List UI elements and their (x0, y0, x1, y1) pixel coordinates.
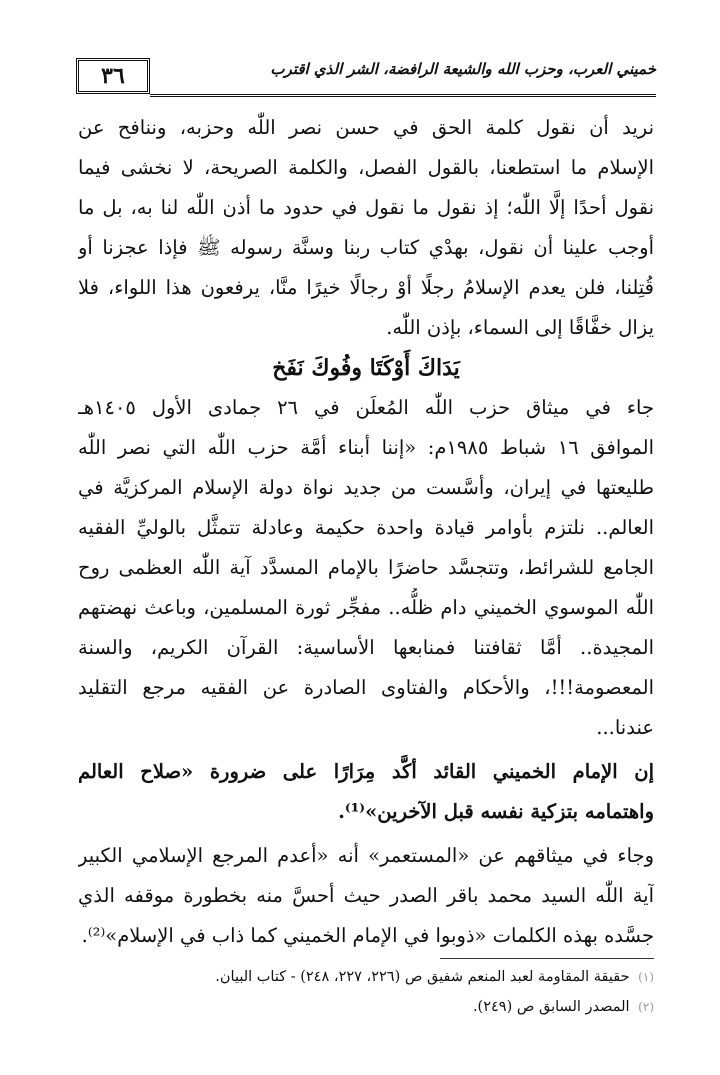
text-line: العالم.. نلتزم بأوامر قيادة واحدة حكيمة وعادلة تتمثَّل بالوليِّ الفقيه (78, 516, 654, 539)
footnote-2 (78, 992, 654, 1022)
text-line: طليعتها في إيران، وأسَّست من جديد نواة دولة الإسلام المركزيَّة في (78, 476, 654, 499)
page-header (76, 52, 656, 102)
text-line: قُتِلنا، فلن يعدم الإسلامُ رجلًا أوْ رجالًا خيرًا منَّا، يرفعون هذا اللواء، فلا (78, 276, 654, 299)
text-line: المعصومة!!!، والأحكام والفتاوى الصادرة عن الفقيه مرجع التقليد (78, 676, 654, 699)
paragraph-3 (78, 752, 654, 832)
text-line: نقول أحدًا إلَّا اللّٰه؛ إذ نقول ما نقول في حدود ما أذن اللّٰه لنا به، بل ما (78, 196, 654, 219)
text-line: الإسلام ما استطعنا، بالقول الفصل، والكلمة الصريحة، لا نخشى فيما (78, 156, 654, 179)
text-line: جاء في ميثاق حزب اللّٰه المُعلَن في ٢٦ جمادى الأول ١٤٠٥هـ (78, 396, 654, 419)
footnote-text: المصدر السابق ص (٢٤٩). (472, 999, 630, 1015)
footnotes (78, 962, 654, 1022)
text-line: واهتمامه بتزكية نفسه قبل الآخرين»⁽¹⁾. (338, 800, 654, 823)
paragraph-1 (78, 108, 654, 348)
paragraph-2 (78, 388, 654, 748)
text-line: المجيدة.. أمَّا ثقافتنا فمنابعها الأساسية: القرآن الكريم، والسنة (78, 636, 654, 659)
text-line: عندنا... (596, 716, 654, 739)
text-line: يزال خفَّاقًا إلى السماء، بإذن اللّٰه. (386, 316, 654, 339)
text-line: نريد أن نقول كلمة الحق في حسن نصر اللّٰه وحزبه، وننافح عن (78, 116, 654, 139)
running-head: خميني العرب، وحزب الله والشيعة الرافضة، الشر الذي اقترب (270, 60, 656, 78)
text-line: آية اللّٰه السيد محمد باقر الصدر حيث أحسَّ منه بخطورة موقفه الذي (78, 884, 654, 907)
text-line: الجامع للشرائط، وتتجسَّد حاضرًا بالإمام المسدَّد آية اللّٰه العظمى روح (78, 556, 654, 579)
text-line: إن الإمام الخميني القائد أكَّد مِرَارًا على ضرورة «صلاح العالم (78, 760, 654, 783)
footnote-marker: (١) (638, 970, 654, 984)
text-line: أوجب علينا أن نقول، بهدْي كتاب ربنا وسنَّة رسوله ﷺ فإذا عجزنا أو (78, 236, 654, 259)
text-line: جسَّده بهذه الكلمات «ذوبوا في الإمام الخميني كما ذاب في الإسلام»⁽²⁾. (81, 924, 654, 947)
footnote-1 (78, 962, 654, 992)
footnote-text: حقيقة المقاومة لعبد المنعم شفيق ص (٢٢٦، ٢٢٧، ٢٤٨) - كتاب البيان. (215, 969, 630, 985)
page-body (78, 108, 654, 956)
text-line: وجاء في ميثاقهم عن «المستعمر» أنه «أعدم المرجع الإسلامي الكبير (78, 844, 654, 867)
text-line: اللّٰه الموسوي الخميني دام ظلُّه.. مفجِّر ثورة المسلمين، وباعث نهضتهم (78, 596, 654, 619)
header-rule (150, 94, 656, 97)
text-line: الموافق ١٦ شباط ١٩٨٥م: «إننا أبناء أمَّة حزب اللّٰه التي نصر اللّٰه (78, 436, 654, 459)
paragraph-4 (78, 836, 654, 956)
footnote-rule (440, 958, 654, 959)
section-heading: يَدَاكَ أَوْكَتَا وفُوكَ نَفَخ (272, 355, 460, 381)
footnote-marker: (٢) (638, 1000, 654, 1014)
page-number: ٣٦ (76, 58, 150, 94)
